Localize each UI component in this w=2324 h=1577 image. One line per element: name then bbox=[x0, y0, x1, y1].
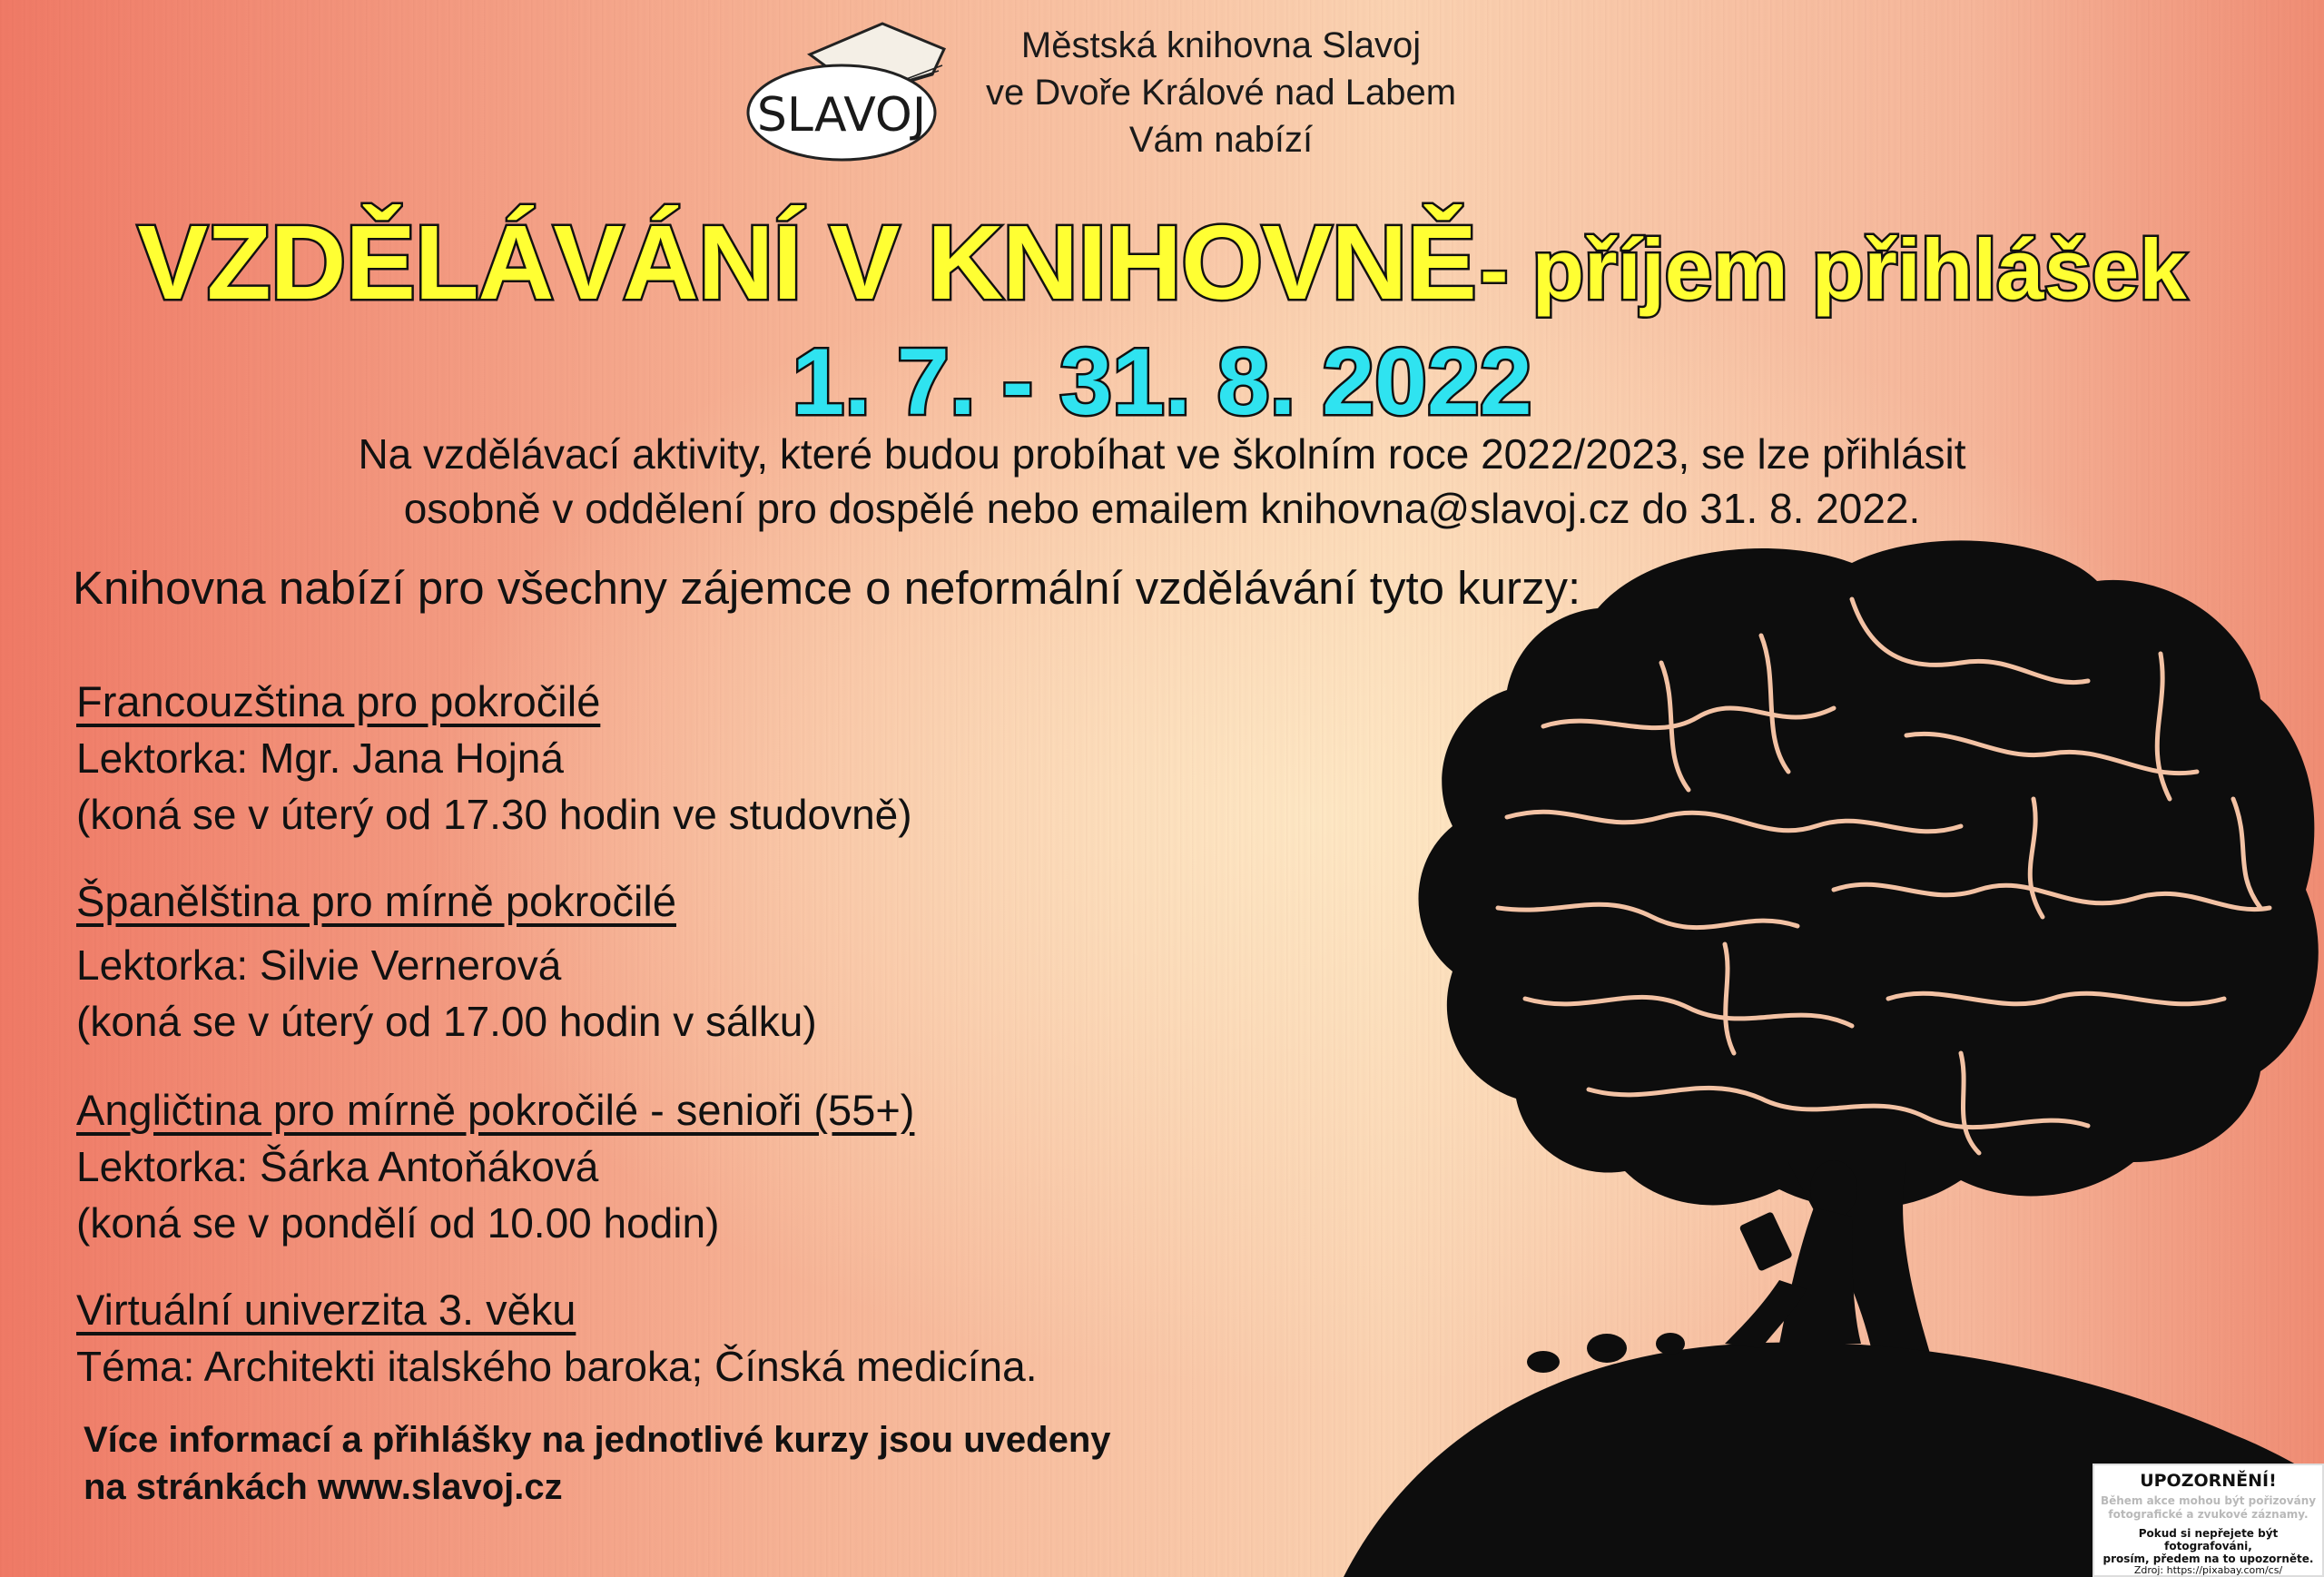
notice-title: UPOZORNĚNÍ! bbox=[2140, 1471, 2277, 1491]
title-sub: - příjem přihlášek bbox=[1480, 222, 2187, 317]
course-lecturer: Lektorka: Mgr. Jana Hojná bbox=[76, 734, 564, 782]
photo-notice bbox=[2093, 1464, 2324, 1577]
course-item bbox=[76, 674, 912, 843]
header-line-3: Vám nabízí bbox=[1128, 120, 1314, 160]
notice-source: Zdroj: https://pixabay.com/cs/ bbox=[2133, 1564, 2283, 1576]
registration-dates: 1. 7. - 31. 8. 2022 bbox=[792, 330, 1532, 435]
intro-text bbox=[163, 427, 2161, 536]
intro-line-1: Na vzdělávací aktivity, které budou probíhat ve školním roce 2022/2023, se lze přihlásit bbox=[358, 430, 1966, 478]
course-item bbox=[76, 1082, 914, 1251]
more-info-line-1: Více informací a přihlášky na jednotlivé kurzy jsou uvedeny bbox=[84, 1420, 1111, 1460]
course-lecturer: Lektorka: Silvie Vernerová bbox=[76, 941, 562, 989]
brain-silhouette bbox=[1419, 540, 2319, 1208]
course-schedule: (koná se v úterý od 17.30 hodin ve studovně) bbox=[76, 791, 912, 838]
course-topic: Téma: Architekti italského baroka; Čínská medicína. bbox=[76, 1343, 1038, 1390]
course-lecturer: Lektorka: Šárka Antoňáková bbox=[76, 1143, 599, 1190]
course-title: Virtuální univerzita 3. věku bbox=[76, 1286, 576, 1334]
offer-text: Knihovna nabízí pro všechny zájemce o neformální vzdělávání tyto kurzy: bbox=[73, 562, 1581, 614]
course-title: Španělština pro mírně pokročilé bbox=[76, 877, 676, 925]
slavoj-logo bbox=[746, 18, 950, 163]
course-title: Francouzština pro pokročilé bbox=[76, 677, 601, 725]
header-line-2: ve Dvoře Králové nad Labem bbox=[985, 73, 1457, 113]
logo-text: SLAVOJ bbox=[756, 88, 927, 143]
course-schedule: (koná se v úterý od 17.00 hodin v sálku) bbox=[76, 998, 817, 1045]
notice-text-1b: fotografické a zvukové záznamy. bbox=[2108, 1508, 2309, 1521]
notice-text-2a: Pokud si nepřejete být fotografováni, bbox=[2138, 1527, 2279, 1552]
main-title bbox=[36, 202, 2288, 323]
more-info-line-2: na stránkách www.slavoj.cz bbox=[84, 1467, 563, 1507]
notice-text-1a: Během akce mohou být pořizovány bbox=[2100, 1494, 2317, 1507]
more-info bbox=[84, 1416, 1111, 1511]
course-item bbox=[76, 873, 817, 1050]
course-title: Angličtina pro mírně pokročilé - senioři (55+) bbox=[76, 1086, 915, 1134]
notice-text-2b: prosím, předem na to upozorněte. bbox=[2102, 1552, 2314, 1565]
library-header bbox=[949, 22, 1493, 163]
title-main: VZDĚLÁVÁNÍ V KNIHOVNĚ bbox=[137, 203, 1476, 321]
header-line-1: Městská knihovna Slavoj bbox=[1020, 25, 1422, 65]
brain-tree-illustration bbox=[1271, 527, 2324, 1577]
course-schedule: (koná se v pondělí od 10.00 hodin) bbox=[76, 1199, 720, 1247]
intro-line-2: osobně v oddělení pro dospělé nebo emailem knihovna@slavoj.cz do 31. 8. 2022. bbox=[403, 485, 1921, 532]
course-item bbox=[76, 1282, 1037, 1395]
